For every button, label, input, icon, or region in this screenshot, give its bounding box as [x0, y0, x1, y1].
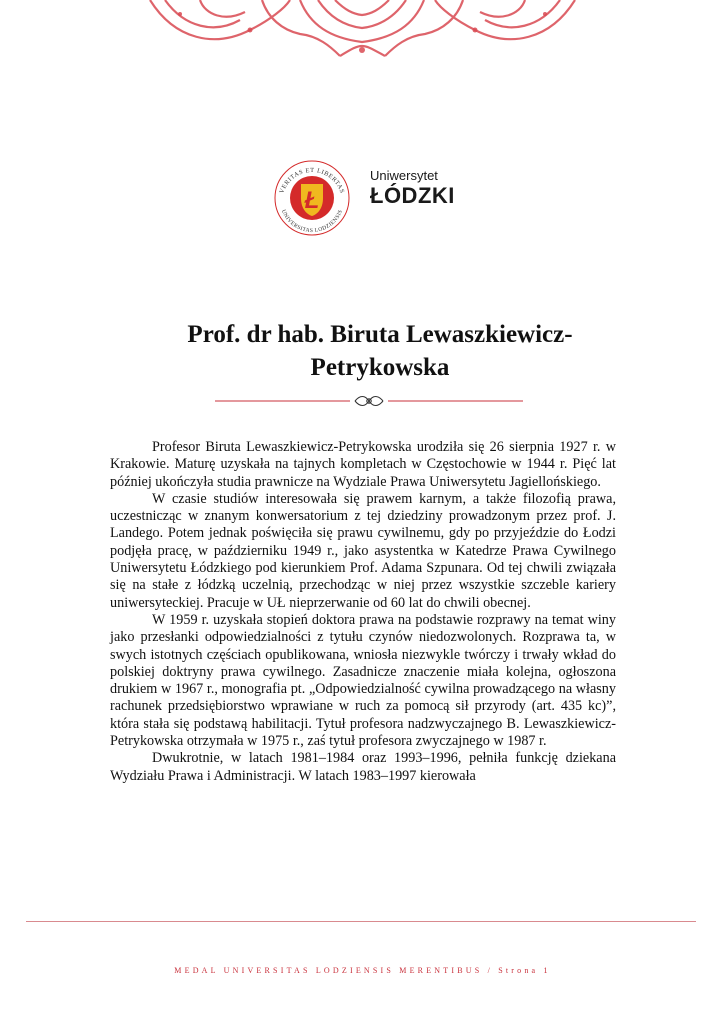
top-ornament	[0, 0, 725, 60]
wordmark-line2: ŁÓDZKI	[370, 183, 455, 208]
university-wordmark	[370, 168, 455, 208]
title-divider-ornament	[215, 393, 523, 409]
paragraph: Profesor Biruta Lewaszkiewicz-Petrykowska urodziła się 26 sierpnia 1927 r. w Krakowie. Maturę uzyskała na tajnych kompletach w Częstochowie w 1944 r. Pięć lat później ukończyła studia prawnicze na Wydziale Prawa Uniwersytetu Jagiellońskiego.	[110, 439, 616, 490]
seal-bottom-text: UNIVERSITAS LODZIENSIS	[279, 208, 345, 235]
paragraph: W czasie studiów interesowała się prawem karnym, a także filozofią prawa, uczestnicząc w znanym konwersatorium z tej dziedziny prowadzonym przez prof. J. Landego. Potem jednak poświęciła się prawu cywilnemu, gdy po przyjeździe do Łodzi podjęła pracę, w październiku 1949 r., jako asystentka w Katedrze Prawa Cywilnego Uniwersytetu Łódzkiego pod kierunkiem Prof. Adama Szpunara. Od tej chwili związała się na stałe z łódzką uczelnią, przechodząc w niej przez wszystkie szczeble kariery uniwersyteckiej. Pracuje w UŁ nieprzerwanie od 60 lat do chwili obecnej.	[110, 490, 616, 611]
wordmark-line1: Uniwersytet	[370, 168, 438, 183]
seal-letter: Ł	[304, 187, 320, 214]
paragraph: Dwukrotnie, w latach 1981–1984 oraz 1993–1996, pełniła funkcję dziekana Wydziału Prawa i Administracji. W latach 1983–1997 kierowała	[110, 750, 616, 784]
footer-divider	[26, 921, 696, 922]
seal-top-text: VERITAS ET LIBERTAS	[278, 166, 346, 195]
paragraph: W 1959 r. uzyskała stopień doktora prawa na podstawie rozprawy na temat winy jako przesłanki odpowiedzialności z tytułu czynów niedozwolonych. Rozprawa ta, w swych istotnych częściach opublikowana, wniosła niezwykle twórczy i trwały wkład do polskiej doktryny prawa cywilnego. Zasadnicze znaczenie miała kolejna, ogłoszona drukiem w 1967 r., monografia pt. „Odpowiedzialność cywilna prowadzącego na własny rachunek przedsiębiorstwo wprawiane w ruch za pomocą sił przyrody (art. 435 kc)”, która stała się podstawą habilitacji. Tytuł profesora nadzwyczajnego B. Lewaszkiewicz-Petrykowska otrzymała w 1975 r., zaś tytuł profesora zwyczajnego w 1987 r.	[110, 611, 616, 750]
biography-text	[110, 439, 616, 785]
page-footer: MEDAL UNIVERSITAS LODZIENSIS MERENTIBUS / Strona 1	[174, 966, 551, 975]
title-line2: Petrykowska	[310, 354, 450, 381]
title-line1: Prof. dr hab. Biruta Lewaszkiewicz-	[187, 321, 573, 348]
page-title	[110, 318, 650, 384]
